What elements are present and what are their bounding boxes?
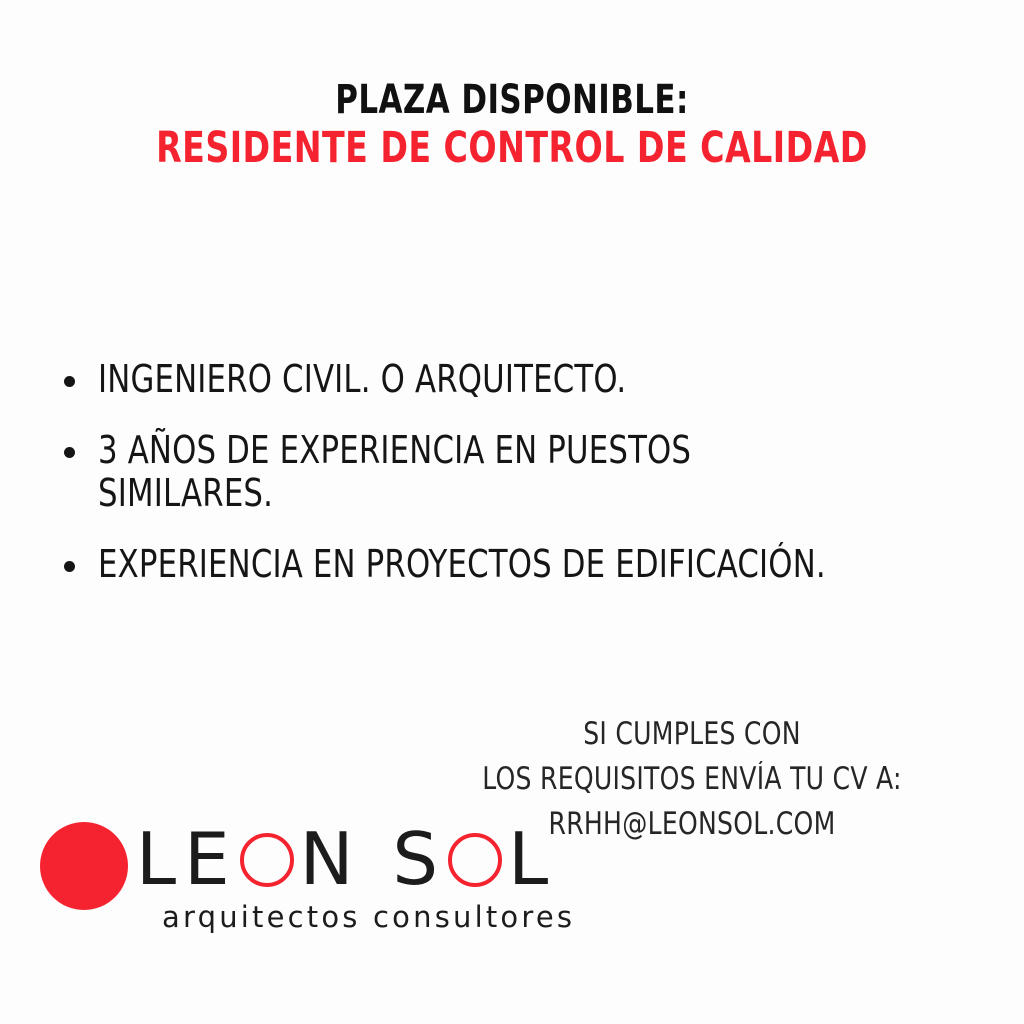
list-item: [56, 429, 956, 516]
logo-o-ring-icon: [448, 833, 502, 887]
logo-tagline: arquitectos consultores: [162, 900, 576, 934]
logo-circle-icon: [40, 822, 128, 910]
list-item: [56, 358, 956, 402]
logo-wordmark: [136, 812, 556, 906]
requirement-text: INGENIERO CIVIL. O ARQUITECTO.: [98, 357, 627, 401]
logo-o-ring-icon: [240, 833, 294, 887]
list-item: [56, 543, 956, 587]
contact-line-1: SI CUMPLES CON: [583, 716, 801, 752]
logo-word-part1: LE: [136, 817, 238, 901]
headline-block: [0, 78, 1024, 122]
company-logo: [40, 812, 576, 937]
bullet-icon: [64, 376, 75, 387]
logo-word-part2: N S: [299, 817, 447, 901]
requirements-list: [56, 358, 956, 614]
page-title: PLAZA DISPONIBLE:: [335, 77, 689, 123]
logo-word-part3: L: [508, 817, 557, 901]
contact-line-2: LOS REQUISITOS ENVÍA TU CV A:: [482, 760, 902, 797]
requirement-text: 3 AÑOS DE EXPERIENCIA EN PUESTOS SIMILARES.: [98, 427, 692, 516]
requirement-text: EXPERIENCIA EN PROYECTOS DE EDIFICACIÓN.: [98, 542, 826, 587]
bullet-icon: [64, 561, 75, 572]
contact-email: RRHH@LEONSOL.COM: [548, 805, 836, 842]
job-title: RESIDENTE DE CONTROL DE CALIDAD: [156, 123, 868, 173]
bullet-icon: [64, 447, 75, 458]
